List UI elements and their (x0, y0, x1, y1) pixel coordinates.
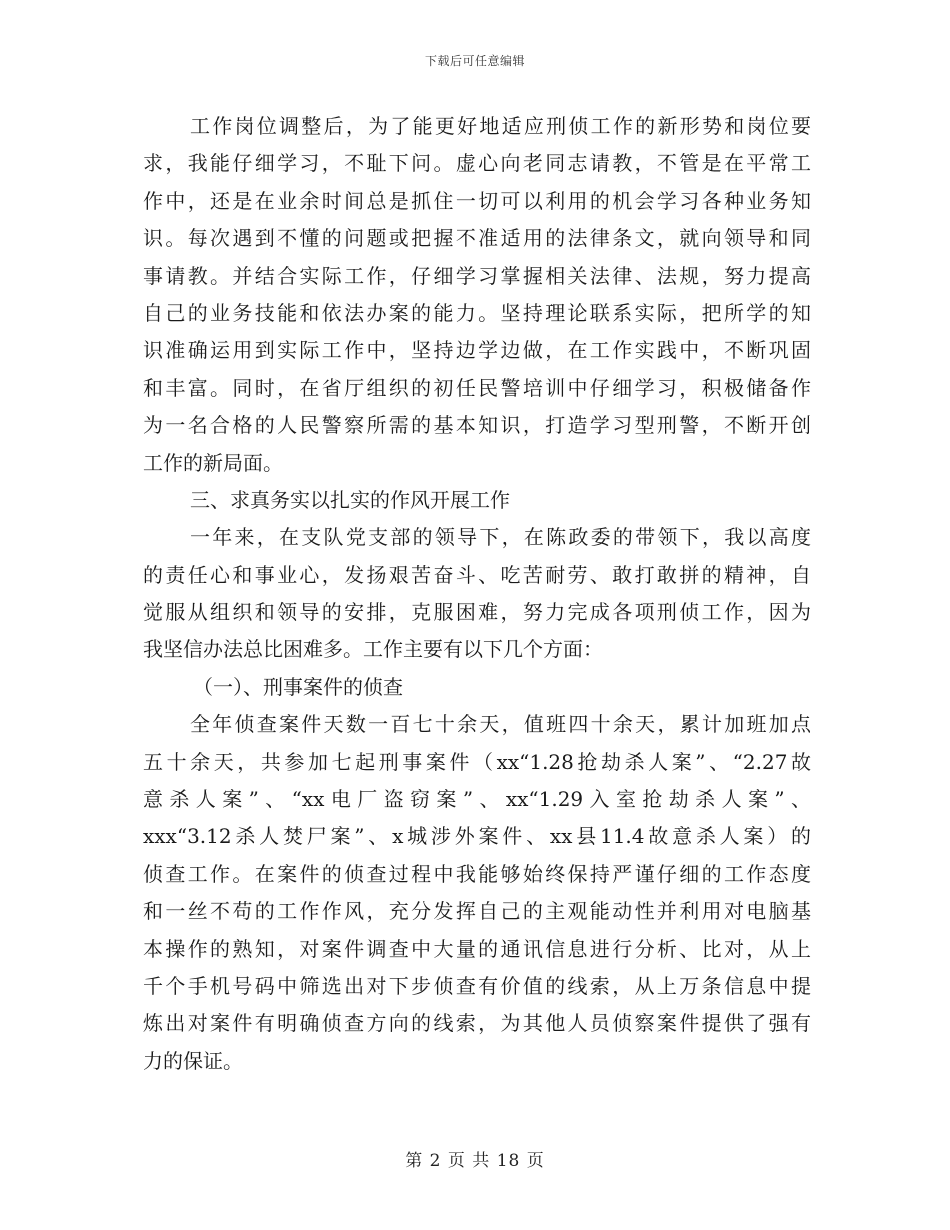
text-line: 炼出对案件有明确侦查方向的线索，为其他人员侦察案件提供了强有 (143, 1011, 811, 1036)
text-line: 和一丝不苟的工作作风，充分发挥自己的主观能动性并利用对电脑基 (143, 899, 811, 924)
text-line: 全年侦查案件天数一百七十余天，值班四十余天，累计加班加点 (190, 712, 811, 737)
text-line: 为一名合格的人民警察所需的基本知识，打造学习型刑警，不断开创 (143, 413, 811, 438)
text-line: 意杀人案”、“xx电厂盗窃案”、xx“1.29入室抢劫杀人案”、 (143, 787, 811, 812)
text-line: 千个手机号码中筛选出对下步侦查有价值的线索，从上万条信息中提 (143, 973, 811, 998)
text-line: 本操作的熟知，对案件调查中大量的通讯信息进行分析、比对，从上 (143, 936, 811, 961)
text-line: 我坚信办法总比困难多。工作主要有以下几个方面： (143, 637, 603, 662)
text-line: 作中，还是在业余时间总是抓住一切可以利用的机会学习各种业务知 (143, 188, 811, 213)
subsection-heading: （一）、刑事案件的侦查 (193, 674, 403, 699)
text-line: 侦查工作。在案件的侦查过程中我能够始终保持严谨仔细的工作态度 (143, 861, 811, 886)
text-line: 识准确运用到实际工作中，坚持边学边做，在工作实践中，不断巩固 (143, 338, 811, 363)
text-line: 工作岗位调整后，为了能更好地适应刑侦工作的新形势和岗位要 (190, 114, 811, 138)
text-line: 求，我能仔细学习，不耻下问。虚心向老同志请教，不管是在平常工 (143, 151, 811, 176)
text-line: 事请教。并结合实际工作，仔细学习掌握相关法律、法规，努力提高 (143, 263, 811, 288)
text-line: 五十余天，共参加七起刑事案件（xx“1.28抢劫杀人案”、“2.27故 (143, 749, 811, 774)
page-footer: 第 2 页 共 18 页 (405, 1151, 545, 1171)
text-line: 识。每次遇到不懂的问题或把握不准适用的法律条文，就向领导和同 (143, 226, 811, 251)
text-line: 和丰富。同时，在省厅组织的初任民警培训中仔细学习，积极储备作 (143, 375, 811, 400)
text-line: xxx“3.12杀人焚尸案”、x城涉外案件、xx县11.4故意杀人案）的 (143, 824, 811, 849)
document-body (143, 108, 811, 1080)
text-line: 觉服从组织和领导的安排，克服困难，努力完成各项刑侦工作，因为 (143, 600, 811, 625)
text-line: 自己的业务技能和依法办案的能力。坚持理论联系实际，把所学的知 (143, 300, 811, 325)
section-heading: 三、求真务实以扎实的作风开展工作 (190, 487, 510, 512)
text-line: 工作的新局面。 (143, 450, 283, 475)
text-line: 的责任心和事业心，发扬艰苦奋斗、吃苦耐劳、敢打敢拼的精神，自 (143, 562, 811, 587)
text-line: 一年来，在支队党支部的领导下，在陈政委的带领下，我以高度 (190, 525, 811, 550)
text-line: 力的保证。 (143, 1048, 243, 1073)
page-header: 下载后可任意编辑 (424, 54, 525, 68)
